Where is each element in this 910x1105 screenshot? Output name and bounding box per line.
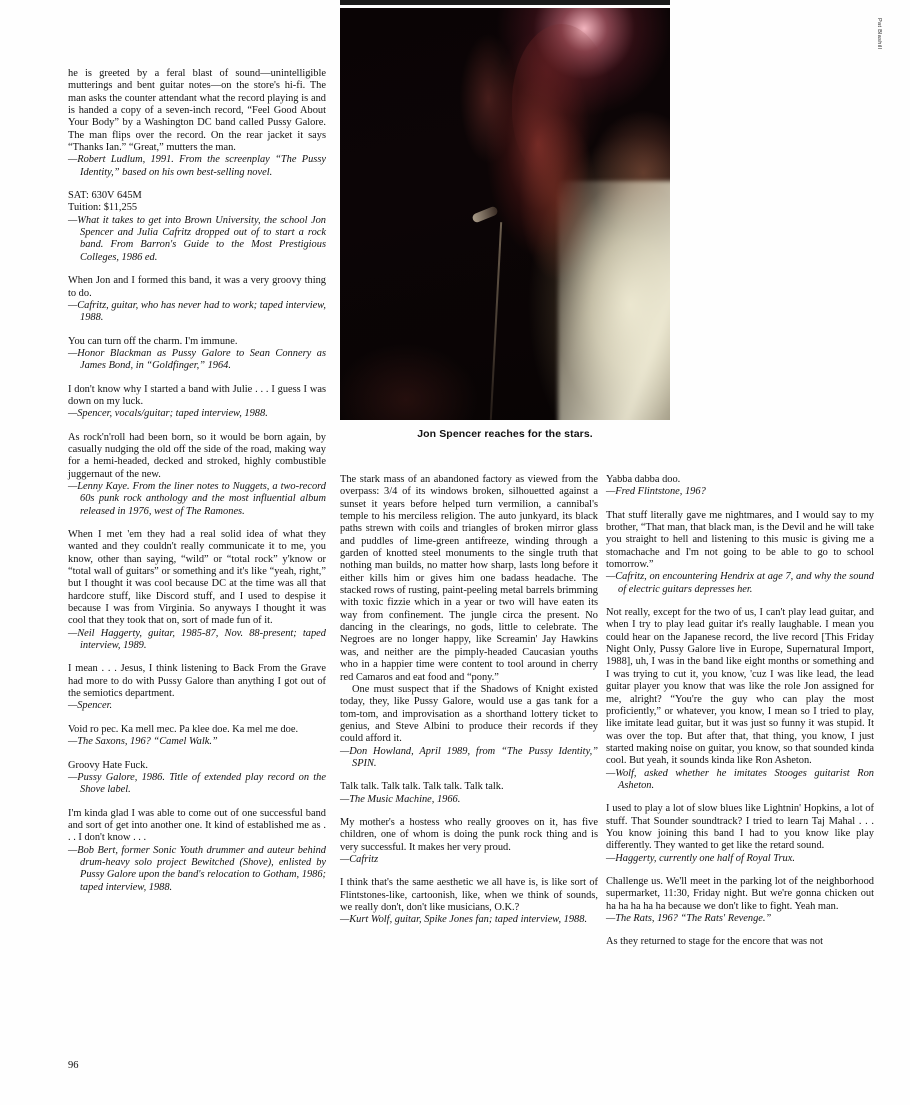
quote-body: I don't know why I started a band with Julie . . . I guess I was down on my luck. [68,383,326,407]
quote-attribution: —Pussy Galore, 1986. Title of extended play record on the Shove label. [68,771,326,796]
quote-attribution: —The Rats, 196? “The Rats' Revenge.” [606,913,772,924]
quote-body: he is greeted by a feral blast of sound—unintelligible mutterings and bent guitar notes—on the store's hi-fi. The man asks the counter attendant what the record playing is and is handed a copy of a seven-inch record, “Feel Good About Your Body” by a Washington DC band called Pussy Galore. The man flips over the record. On the rear jacket it says “Thanks Ian.” “Great,” mutters the man. [68,68,326,154]
quote-body: Challenge us. We'll meet in the parking lot of the neighborhood supermarket, 11:30, Friday night. But we're gonna chicken out ha ha ha ha ha because we don't like to fight. Yeah man. [606,875,874,912]
tuition-line: Tuition: $11,255 [68,202,138,214]
quote-block-haggerty-met-em [68,529,326,652]
text-column-2 [340,474,598,938]
quote-body: I mean . . . Jesus, I think listening to Back From the Grave had more to do with Pussy Galore than anything I got out of the semiotics department. [68,663,326,700]
quote-block-camel-walk [68,724,326,749]
quote-body: As they returned to stage for the encore that was not [606,936,823,948]
jon-spencer-live-photo [340,8,670,420]
quote-body: When I met 'em they had a real solid idea of what they wanted and they couldn't really communicate it to me, you know, other than saying, “wild” or “total rock” y'know or “total wall of guitars” or something and it's like “yeah, right,” but I thought it was cool because DC at the time was all that hardcore stuff, like Discord stuff, and I used to despise it because I was from Virginia. So anyways I thought it was cool that they took that on, sort of made fun of it. [68,529,326,627]
page-number: 96 [68,1060,79,1071]
quote-attribution: —Fred Flintstone, 196? [606,486,706,498]
quote-attribution: —Lenny Kaye. From the liner notes to Nuggets, a two-record 60s punk rock anthology and the most influential album released in 1976, west of The Ramones. [68,480,326,517]
quote-attribution: —The Music Machine, 1966. [340,793,461,805]
quote-body: Talk talk. Talk talk. Talk talk. Talk talk. [340,781,504,793]
quote-block-ludlum [68,68,326,179]
quote-body: My mother's a hostess who really grooves on it, has five children, one of whom is doing the punk rock thing and is very successful. It makes her very proud. [340,816,598,853]
quote-body: Groovy Hate Fuck. [68,759,148,771]
quote-attribution: —Bob Bert, former Sonic Youth drummer and auteur behind drum-heavy solo project Bewitched (Shove), enlisted by Pussy Galore upon the band's relocation to Gotham, 1986; taped interview, 1988. [68,844,326,893]
quote-attribution: —Cafritz, guitar, who has never had to work; taped interview, 1988. [68,299,326,324]
quote-block-the-rats [606,876,874,925]
photo-microphone-icon [471,205,498,223]
quote-body-continued: One must suspect that if the Shadows of Knight existed today, they, like Pussy Galore, would use a gas tank for a tom-tom, and improvisation as a shorthand lottery ticket to genius, and Steve Albini to produce their records if they could afford it. [340,683,598,745]
quote-attribution: —The Saxons, 196? “Camel Walk.” [68,736,218,748]
quote-body: The stark mass of an abandoned factory as viewed from the overpass: 3/4 of its windows broken, silhouetted against a sunset it years before helped turn vermilion, a cannibal's temple to his merciless religion. The auto junkyard, its black paths strewn with coils and triangles of broken mirror glass and puddles of lime-green antifreeze, winding through a garden of knotted steel monuments to the single truth that nothing man builds, no matter how sharp, lasts long before it either kills him or gives him one badass headache. The stacked rows of rusting, paint-peeling metal barrels brimming with toxic fizzie which in a year or two will have eaten its way from confinement. The jungle circa the present. No dancing in the clearings, no gods, little to celebrate. The Negroes are no longer happy, like Screamin' Jay Hawkins was, and neither are the pimply-headed Caucasian youths who in a happier time were content to tool around in cherry red Camaros and eat food and “pony.” [340,474,598,683]
sat-line: SAT: 630V 645M [68,190,142,202]
quote-attribution: —Wolf, asked whether he imitates Stooges guitarist Ron Asheton. [606,767,874,791]
quote-body: You can turn off the charm. I'm immune. [68,335,238,347]
quote-attribution: —Honor Blackman as Pussy Galore to Sean Connery as James Bond, in “Goldfinger,” 1964. [68,347,326,372]
quote-block-goldfinger [68,336,326,373]
photo-hair-highlight [512,24,611,181]
quote-block-spencer-semiotics [68,663,326,712]
quote-body: Void ro pec. Ka mell mec. Pa klee doe. Ka mel me doe. [68,723,299,735]
quote-body: I used to play a lot of slow blues like Lightnin' Hopkins, a lot of stuff. That Sounder soundtrack? I tried to learn Taj Mahal . . . You know joining this band I had to you know like play differently. They wanted to get like the retard sound. [606,803,874,852]
quote-block-wolf-lead-guitar [606,607,874,792]
quote-block-bob-bert [68,808,326,894]
quote-block-spencer-julie [68,384,326,421]
text-column-3 [606,474,874,960]
quote-block-music-machine [340,781,598,806]
quote-block-sat-scores [68,190,326,264]
quote-block-lenny-kaye [68,432,326,518]
quote-block-groovy-hate-fuck [68,760,326,797]
quote-block-howland-factory [340,474,598,770]
quote-block-cafritz-hendrix [606,510,874,596]
photo-caption: Jon Spencer reaches for the stars. [417,428,593,440]
quote-block-haggerty-royal-trux [606,803,874,865]
quote-body: Yabba dabba doo. [606,474,681,485]
quote-block-kurt-wolf-flintstones [340,877,598,926]
quote-attribution: —Cafritz [340,853,379,865]
photo-block [340,0,670,420]
photo-shirt-highlight [558,181,670,420]
quote-block-fred-flintstone [606,474,874,499]
quote-body: As rock'n'roll had been born, so it would be born again, by casually nudging the old off the side of the road, making way for a hemi-headed, decked and stroked, highly combustible juggernaut of the new. [68,431,326,480]
photo-top-rule [340,0,670,5]
photo-mic-stand [490,222,502,420]
quote-body: I'm kinda glad I was able to come out of one successful band and sort of get into another one. It kind of established me as . . . I don't know . . . [68,807,326,844]
quote-attribution: —Kurt Wolf, guitar, Spike Jones fan; taped interview, 1988. [340,914,588,926]
quote-body: Not really, except for the two of us, I can't play lead guitar, and when I try to play lead guitar it's really laughable. I mean you could hear on the Japanese record, the live record [This Friday Night Only, Pussy Galore live in Europe, Supernatural Import, 1988], uh, I was in the band like eight months or something and I was trying to cut it, you know, 'cuz I was like lead, the lead guitar player you know that was like the role Jon assigned for me, alright? “You're the guy who can play the most proficiently,” or whatever, you know, I mean so I tried to play, like imitate lead guitar, but it was just so funny it was stupid. It was over the top. But after that, that thing, you know, I just started making noise on guitar, you know, so that sounded kinda cool. But yeah, it sounds kinda like Ron Asheton. [606,607,874,767]
quote-block-cafritz-mother [340,817,598,866]
quote-attribution: —Spencer. [68,700,113,712]
quote-attribution: —Spencer, vocals/guitar; taped interview, 1988. [68,408,268,420]
quote-attribution: —What it takes to get into Brown University, the school Jon Spencer and Julia Cafritz dropped out of to start a rock band. From Barron's Guide to the Most Prestigious Colleges, 1986 ed. [68,214,326,263]
quote-attribution: —Don Howland, April 1989, from “The Pussy Identity,” SPIN. [340,745,598,769]
photo-credit: Pat Blashill [876,18,882,50]
quote-attribution: —Robert Ludlum, 1991. From the screenplay “The Pussy Identity,” based on his own best-selling novel. [68,154,326,178]
quote-attribution: —Haggerty, currently one half of Royal Trux. [606,852,795,864]
quote-body: When Jon and I formed this band, it was a very groovy thing to do. [68,275,326,299]
quote-body: I think that's the same aesthetic we all have is, is like sort of Flintstones-like, cartoonish, like, when we think of sounds, we really don't, don't like musicians, O.K.? [340,877,598,913]
quote-attribution: —Cafritz, on encountering Hendrix at age 7, and why the sound of electric guitars depresses her. [606,571,874,595]
quote-body: That stuff literally gave me nightmares, and I would say to my brother, “That man, that black man, is the Devil and he will take you straight to hell and listening to this music is giving me a stomachache and I'm not going to be able to go to school tomorrow.” [606,509,874,571]
quote-attribution: —Neil Haggerty, guitar, 1985-87, Nov. 88-present; taped interview, 1989. [68,627,326,652]
text-column-1 [68,68,326,905]
quote-block-cafritz-groovy [68,275,326,324]
quote-block-encore-continued [606,936,874,948]
